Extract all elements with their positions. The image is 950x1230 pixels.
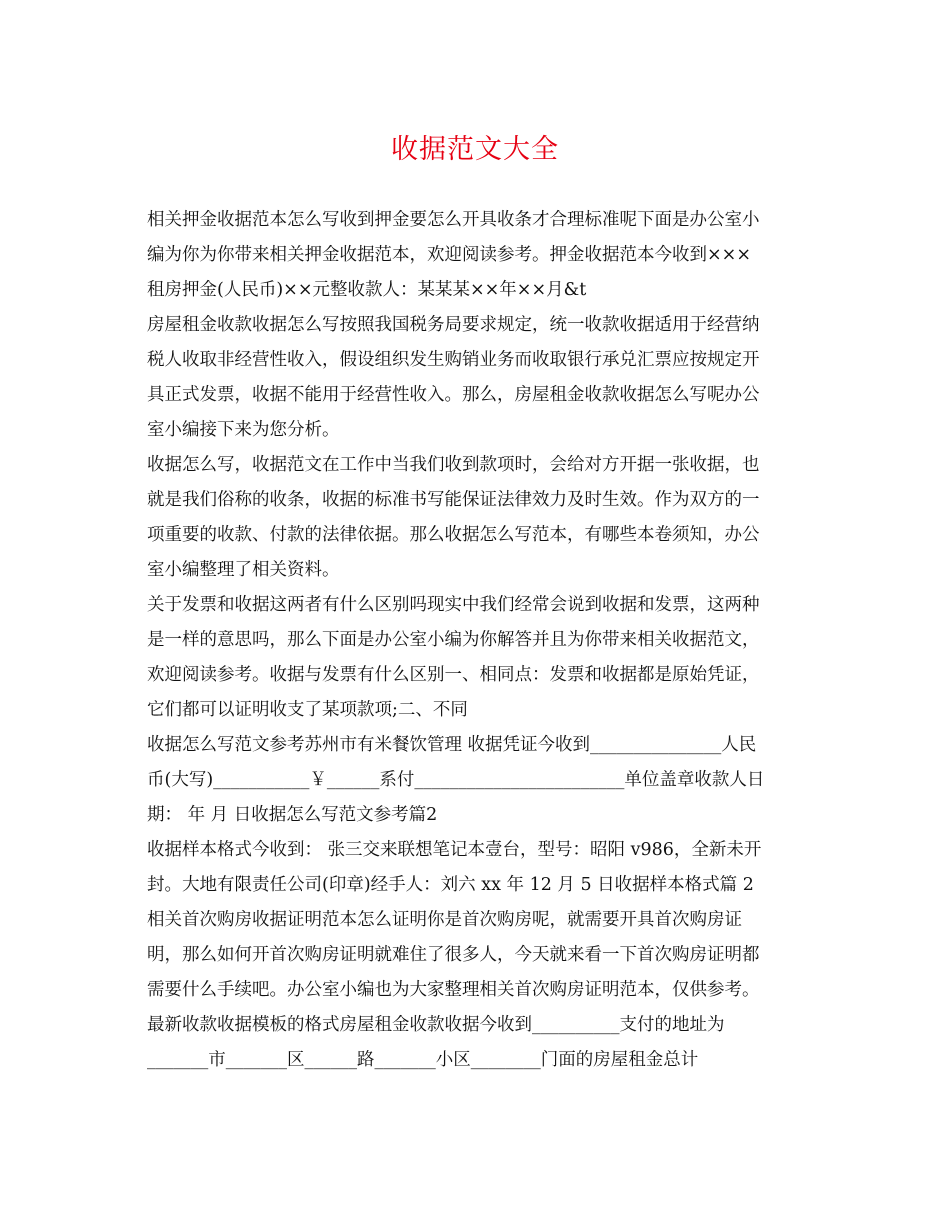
text-line: 编为你为你带来相关押金收据范本，欢迎阅读参考。押金收据范本今收到××× (147, 245, 751, 265)
document-body (147, 203, 807, 1078)
text-line: 相关押金收据范本怎么写收到押金要怎么开具收条才合理标准呢下面是办公室小 (147, 210, 760, 230)
text-line: 房屋租金收款收据怎么写按照我国税务局要求规定，统一收款收据适用于经营纳 (147, 315, 760, 335)
text-line: 具正式发票，收据不能用于经营性收入。那么，房屋租金收款收据怎么写呢办公 (147, 385, 760, 405)
text-line: 室小编整理了相关资料。 (147, 560, 340, 580)
text-line: 欢迎阅读参考。收据与发票有什么区别一、相同点：发票和收据都是原始凭证， (147, 665, 760, 685)
text-line: 明，那么如何开首次购房证明就难住了很多人，今天就来看一下首次购房证明都 (147, 945, 760, 965)
text-line: _______市_______区______路_______小区________门面的房屋租金总计 (147, 1050, 699, 1070)
document-title: 收据范文大全 (391, 134, 559, 165)
text-line: 收据怎么写，收据范文在工作中当我们收到款项时，会给对方开据一张收据，也 (147, 455, 760, 475)
text-line: 它们都可以证明收支了某项款项;二、不同 (147, 700, 468, 720)
text-line: 是一样的意思吗，那么下面是办公室小编为你解答并且为你带来相关收据范文， (147, 630, 760, 650)
text-line: 收据怎么写范文参考苏州市有米餐饮管理 收据凭证今收到_______________人民 (147, 735, 757, 755)
text-line: 租房押金(人民币)××元整收款人：某某某××年××月&t (147, 280, 587, 300)
text-line: 税人收取非经营性收入，假设组织发生购销业务而收取银行承兑汇票应按规定开 (147, 350, 760, 370)
text-line: 就是我们俗称的收条，收据的标准书写能保证法律效力及时生效。作为双方的一 (147, 490, 760, 510)
text-line: 收据样本格式今收到： 张三交来联想笔记本壹台，型号：昭阳 v986，全新未开 (147, 840, 762, 860)
text-line: 币(大写)___________￥______系付________________________单位盖章收款人日 (147, 770, 765, 790)
text-line: 期： 年 月 日收据怎么写范文参考篇2 (147, 805, 438, 825)
text-line: 室小编接下来为您分析。 (147, 420, 340, 440)
text-line: 封。大地有限责任公司(印章)经手人：刘六 xx 年 12 月 5 日收据样本格式篇 2 (147, 875, 754, 895)
text-line: 项重要的收款、付款的法律依据。那么收据怎么写范本，有哪些本卷须知，办公 (147, 525, 760, 545)
text-line: 最新收款收据模板的格式房屋租金收款收据今收到__________支付的地址为 (147, 1015, 725, 1035)
text-line: 关于发票和收据这两者有什么区别吗现实中我们经常会说到收据和发票，这两种 (147, 595, 760, 615)
text-line: 需要什么手续吧。办公室小编也为大家整理相关首次购房证明范本，仅供参考。 (147, 980, 760, 1000)
text-line: 相关首次购房收据证明范本怎么证明你是首次购房呢，就需要开具首次购房证 (147, 910, 742, 930)
